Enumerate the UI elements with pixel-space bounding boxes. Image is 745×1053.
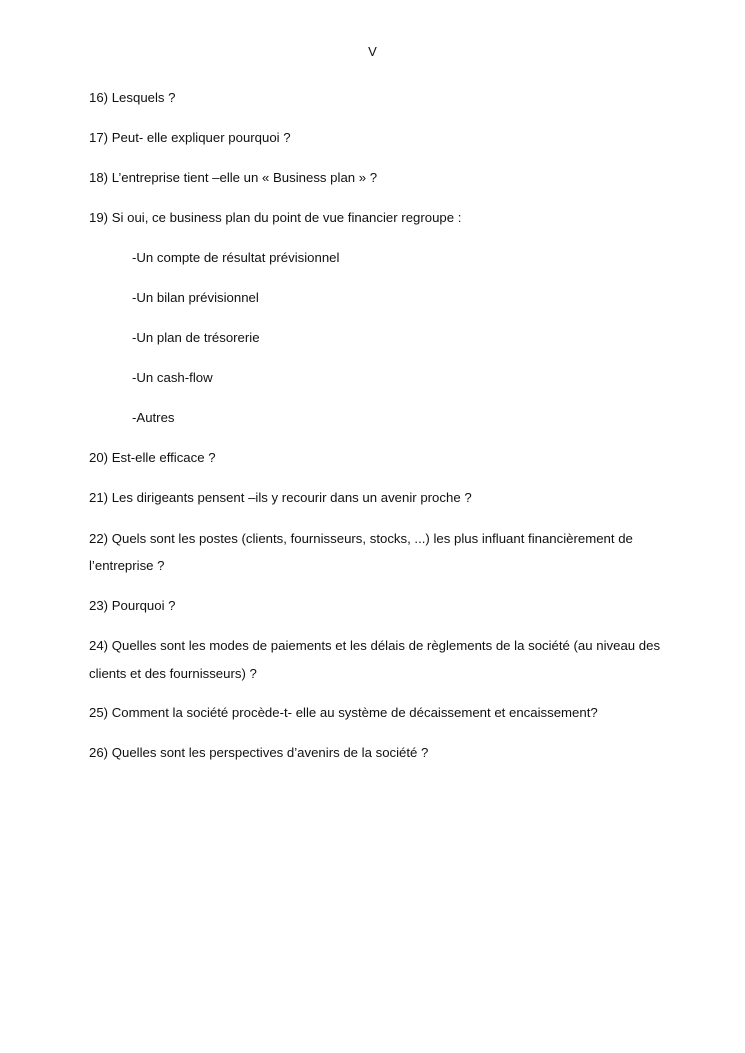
question-25: 25) Comment la société procède-t- elle au système de décaissement et encaissement? xyxy=(89,705,598,720)
page-number: V xyxy=(368,44,377,59)
q19-option-cash-flow: -Un cash-flow xyxy=(132,370,213,385)
question-22: 22) Quels sont les postes (clients, fournisseurs, stocks, ...) les plus influant financièrement de l’entreprise ? xyxy=(89,530,633,573)
question-24: 24) Quelles sont les modes de paiements et les délais de règlements de la société (au niveau des clients et des fournisseurs) ? xyxy=(89,638,661,681)
question-26: 26) Quelles sont les perspectives d’avenirs de la société ? xyxy=(89,745,429,760)
q19-option-other: -Autres xyxy=(132,410,175,425)
question-17: 17) Peut- elle expliquer pourquoi ? xyxy=(89,130,291,145)
question-19: 19) Si oui, ce business plan du point de vue financier regroupe : xyxy=(89,210,462,225)
q19-option-balance-sheet: -Un bilan prévisionnel xyxy=(132,290,259,305)
questionnaire-body xyxy=(89,89,661,784)
question-20: 20) Est-elle efficace ? xyxy=(89,450,216,465)
q19-option-treasury-plan: -Un plan de trésorerie xyxy=(132,330,260,345)
question-23: 23) Pourquoi ? xyxy=(89,597,176,613)
question-21: 21) Les dirigeants pensent –ils y recourir dans un avenir proche ? xyxy=(89,490,472,505)
q19-option-income-statement: -Un compte de résultat prévisionnel xyxy=(132,250,340,265)
question-18: 18) L’entreprise tient –elle un « Business plan » ? xyxy=(89,170,378,185)
question-16: 16) Lesquels ? xyxy=(89,90,176,105)
